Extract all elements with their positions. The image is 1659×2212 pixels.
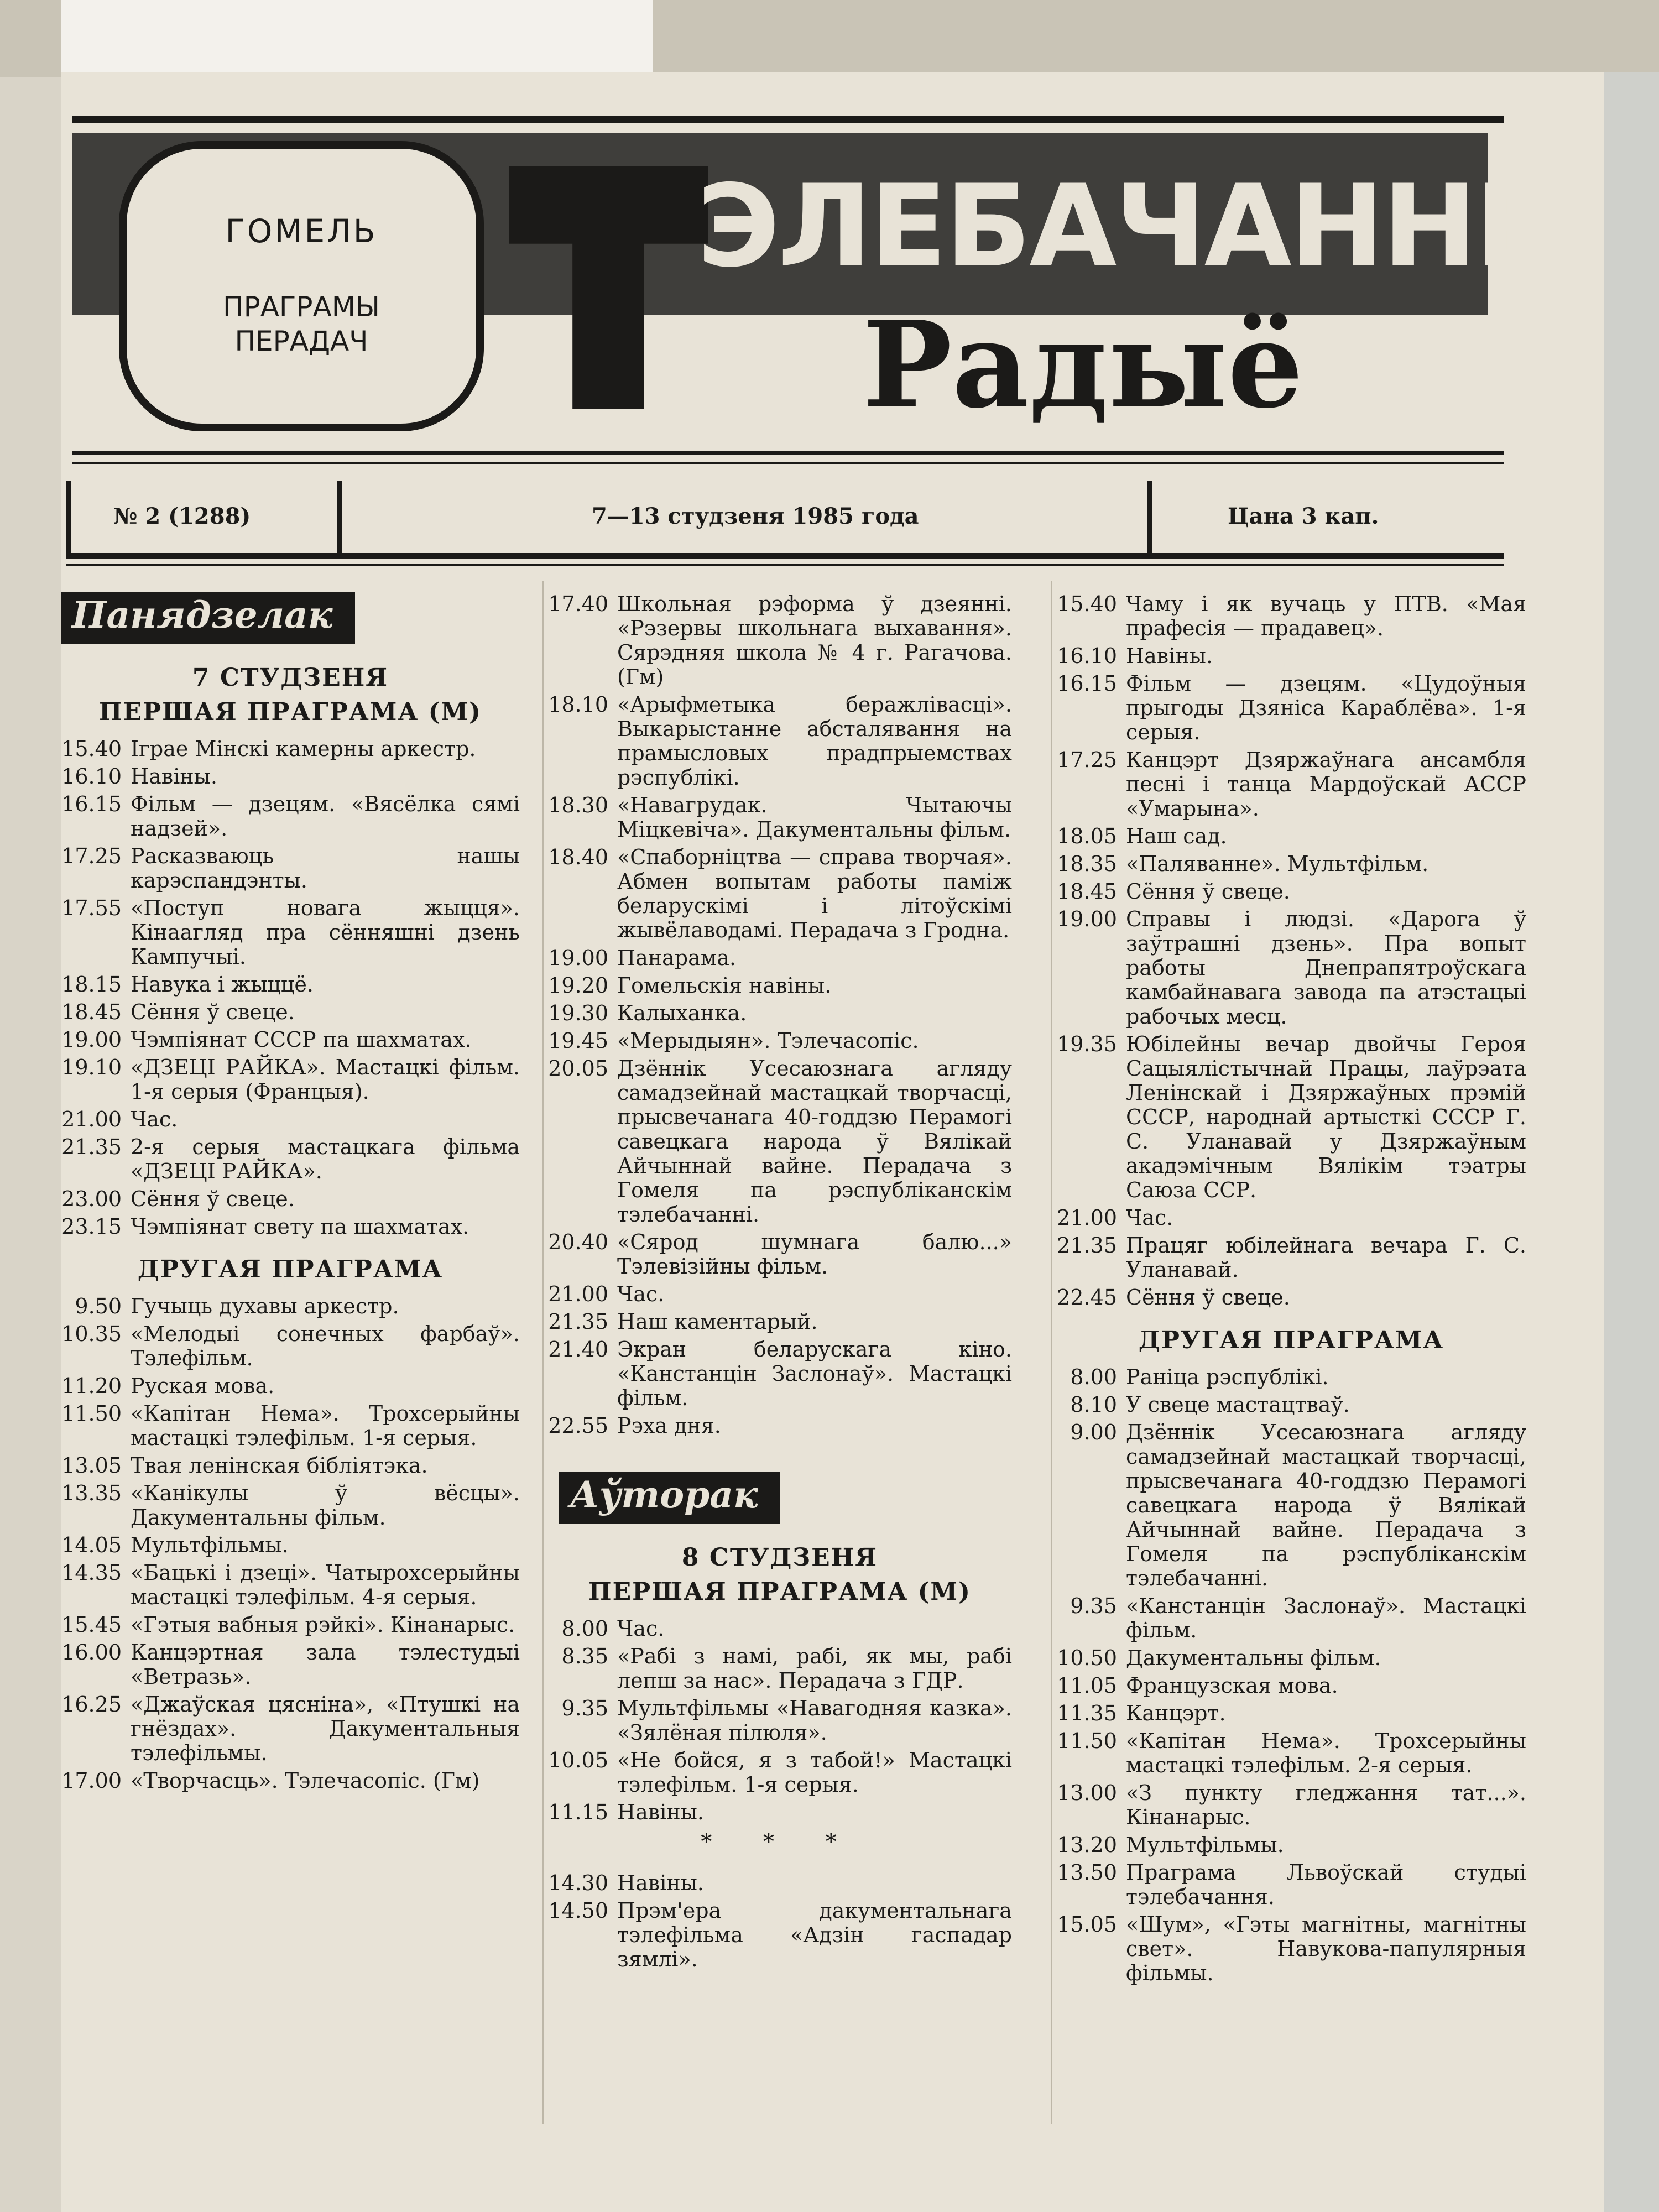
schedule-text: Сёння ў свеце. [1126, 1285, 1290, 1310]
schedule-list [1056, 1365, 1526, 1985]
schedule-text: Дакументальны фільм. [1126, 1646, 1381, 1670]
schedule-time: 17.40 [548, 592, 608, 616]
schedule-entry [61, 1187, 520, 1211]
schedule-entry [547, 592, 1012, 689]
schedule-entry [547, 1282, 1012, 1306]
masthead-bottom-rule-thin [72, 462, 1504, 464]
schedule-entry [61, 1214, 520, 1239]
schedule-text: Навіны. [617, 1871, 704, 1895]
schedule-entry [61, 1322, 520, 1370]
masthead-subtitle-line2: ПЕРАДАЧ [234, 325, 368, 357]
schedule-entry [1056, 907, 1526, 1029]
schedule-text: Французская мова. [1126, 1673, 1338, 1698]
schedule-list [547, 1616, 1012, 1824]
schedule-text: Наш сад. [1126, 824, 1227, 848]
schedule-text: Справы і людзі. «Дарога ў заўтрашні дзень». Пра вопыт работы Днепрапятроўскага камбайнавага завода па атэстацыі рабочых месц. [1126, 907, 1526, 1029]
schedule-entry [61, 737, 520, 761]
schedule-time: 15.40 [1057, 592, 1117, 616]
schedule-list [61, 737, 520, 1239]
masthead-title-radio: Радыё [863, 295, 1303, 435]
schedule-text: «Шум», «Гэты магнітны, магнітны свет». Навукова-папулярныя фільмы. [1126, 1912, 1526, 1985]
schedule-time: 13.20 [1057, 1833, 1117, 1857]
schedule-time: 14.05 [61, 1533, 122, 1557]
schedule-time: 23.00 [61, 1187, 122, 1211]
schedule-time: 18.30 [548, 793, 608, 817]
schedule-time: 13.35 [61, 1481, 122, 1505]
schedule-text: Дзённік Усесаюзнага агляду самадзейнай мастацкай творчасці, прысвечанага 40-годдзю Перамогі савецкага народа ў Вялікай Айчыннай вайне. Перадача з Гомеля па рэспубліканскім тэлебачанні. [617, 1056, 1012, 1227]
schedule-entry [1056, 1646, 1526, 1670]
schedule-time: 14.35 [61, 1561, 122, 1585]
schedule-entry [547, 1029, 1012, 1053]
schedule-time: 21.35 [61, 1135, 122, 1159]
schedule-entry [1056, 1701, 1526, 1725]
schedule-text: «ДЗЕЦІ РАЙКА». Мастацкі фільм. 1-я серыя (Францыя). [131, 1055, 520, 1104]
schedule-time: 8.10 [1070, 1392, 1117, 1417]
schedule-time: 16.00 [61, 1640, 122, 1665]
schedule-text: Наш каментарый. [617, 1310, 818, 1334]
schedule-text: «Спаборніцтва — справа творчая». Абмен вопытам работы паміж беларускімі і літоўскімі жывёлаводамі. Перадача з Гродна. [617, 845, 1012, 942]
schedule-time: 21.35 [1057, 1233, 1117, 1258]
schedule-entry [1056, 1673, 1526, 1698]
schedule-time: 21.00 [61, 1107, 122, 1131]
schedule-entry [61, 1374, 520, 1398]
schedule-entry [61, 1692, 520, 1765]
schedule-text: Мультфільмы. [131, 1533, 289, 1557]
schedule-entry [547, 1310, 1012, 1334]
issue-dates: 7—13 студзеня 1985 года [592, 503, 919, 529]
schedule-entry [547, 793, 1012, 842]
schedule-text: Сёння ў свеце. [1126, 879, 1290, 904]
schedule-entry [61, 1613, 520, 1637]
schedule-time: 22.55 [548, 1413, 608, 1438]
strip-rule [66, 553, 1504, 559]
schedule-text: «Мерыдыян». Тэлечасопіс. [617, 1029, 919, 1053]
schedule-time: 13.00 [1057, 1781, 1117, 1805]
schedule-text: Панарама. [617, 946, 737, 970]
schedule-entry [1056, 1860, 1526, 1909]
schedule-text: Мультфільмы. [1126, 1833, 1284, 1857]
schedule-text: Мультфільмы «Навагодняя казка». «Зялёная пілюля». [617, 1696, 1012, 1745]
schedule-list [547, 1871, 1012, 1971]
schedule-text: Час. [131, 1107, 178, 1131]
schedule-entry [1056, 1206, 1526, 1230]
schedule-entry [1056, 1594, 1526, 1642]
schedule-text: Навука і жыццё. [131, 972, 314, 997]
schedule-time: 21.00 [548, 1282, 608, 1306]
schedule-text: «Сярод шумнага балю...» Тэлевізійны фільм. [617, 1230, 1012, 1279]
schedule-entry [1056, 824, 1526, 848]
schedule-text: Час. [617, 1282, 665, 1306]
schedule-time: 17.25 [1057, 748, 1117, 772]
masthead-city: ГОМЕЛЬ [225, 212, 378, 250]
schedule-time: 15.40 [61, 737, 122, 761]
schedule-text: «Навагрудак. Чытаючы Міцкевіча». Дакументальны фільм. [617, 793, 1012, 842]
strip-separator [1147, 481, 1152, 553]
section-divider-stars: * * * [701, 1829, 859, 1855]
tv-screen-logo [119, 141, 484, 431]
schedule-text: «Творчасць». Тэлечасопіс. (Гм) [131, 1768, 480, 1793]
schedule-text: Рэха дня. [617, 1413, 721, 1438]
schedule-list [1056, 592, 1526, 1310]
schedule-text: Навіны. [617, 1800, 704, 1824]
schedule-time: 15.05 [1057, 1912, 1117, 1937]
issue-number: № 2 (1288) [113, 503, 251, 529]
schedule-time: 9.00 [1070, 1420, 1117, 1444]
schedule-entry [61, 896, 520, 969]
schedule-text: Час. [1126, 1206, 1173, 1230]
schedule-entry [547, 1230, 1012, 1279]
schedule-entry [547, 1748, 1012, 1797]
schedule-time: 17.25 [61, 844, 122, 868]
schedule-text: Чаму і як вучаць у ПТВ. «Мая прафесія — прадавец». [1126, 592, 1526, 640]
desk-edge [1604, 72, 1659, 2212]
schedule-entry [1056, 1420, 1526, 1590]
schedule-entry [547, 1413, 1012, 1438]
schedule-time: 19.00 [1057, 907, 1117, 931]
schedule-entry [61, 844, 520, 893]
schedule-text: Гучыць духавы аркестр. [131, 1294, 399, 1318]
schedule-text: «Капітан Нема». Трохсерыйны мастацкі тэлефільм. 2-я серыя. [1126, 1729, 1526, 1777]
schedule-entry [547, 1696, 1012, 1745]
schedule-entry [1056, 644, 1526, 668]
masthead-subtitle-line1: ПРАГРАМЫ [222, 291, 380, 323]
schedule-entry [1056, 1912, 1526, 1985]
schedule-text: Праграма Львоўскай студыі тэлебачання. [1126, 1860, 1526, 1909]
schedule-time: 11.50 [61, 1401, 122, 1426]
schedule-text: «Рабі з намі, рабі, як мы, рабі лепш за нас». Перадача з ГДР. [617, 1644, 1012, 1693]
schedule-text: Навіны. [131, 764, 217, 789]
masthead-title-tv: ЭЛЕБАЧАННЕ [697, 161, 1551, 293]
schedule-text: Калыханка. [617, 1001, 747, 1025]
schedule-entry [61, 1453, 520, 1478]
schedule-text: Прэм'ера дакументальнага тэлефільма «Адзін гаспадар зямлі». [617, 1898, 1012, 1971]
schedule-time: 19.35 [1057, 1032, 1117, 1056]
schedule-text: Расказваюць нашы карэспандэнты. [131, 844, 520, 893]
schedule-text: «Поступ новага жыцця». Кінаагляд пра сённяшні дзень Кампучыі. [131, 896, 520, 969]
schedule-entry [61, 972, 520, 997]
schedule-text: Юбілейны вечар двойчы Героя Сацыялістычнай Працы, лаўрэата Ленінскай і Дзяржаўных прэмій СССР, народнай артысткі СССР Г. С. Уланавай у Дзяржаўным акадэмічным Вялікім тэатры Саюза ССР. [1126, 1032, 1526, 1202]
column-separator [542, 581, 544, 2124]
schedule-time: 10.05 [548, 1748, 608, 1772]
schedule-time: 9.35 [1070, 1594, 1117, 1618]
schedule-time: 21.40 [548, 1337, 608, 1361]
schedule-text: Гомельскія навіны. [617, 973, 832, 998]
schedule-list [547, 592, 1012, 1438]
day-heading-tuesday: Аўторак [559, 1472, 780, 1524]
schedule-entry [61, 792, 520, 841]
schedule-entry [1056, 1365, 1526, 1389]
schedule-time: 16.15 [1057, 671, 1117, 696]
schedule-entry [547, 1337, 1012, 1410]
schedule-entry [1056, 852, 1526, 876]
schedule-entry [547, 1800, 1012, 1824]
schedule-entry [61, 1561, 520, 1609]
schedule-time: 18.35 [1057, 852, 1117, 876]
schedule-text: Раніца рэспублікі. [1126, 1365, 1329, 1389]
schedule-time: 9.50 [75, 1294, 122, 1318]
schedule-entry [547, 1898, 1012, 1971]
schedule-time: 22.45 [1057, 1285, 1117, 1310]
schedule-text: Чэмпіянат свету па шахматах. [131, 1214, 469, 1239]
schedule-time: 13.50 [1057, 1860, 1117, 1885]
schedule-entry [61, 1135, 520, 1183]
schedule-entry [547, 973, 1012, 998]
schedule-text: Сёння ў свеце. [131, 1187, 295, 1211]
schedule-time: 13.05 [61, 1453, 122, 1478]
schedule-text: «Не бойся, я з табой!» Мастацкі тэлефільм. 1-я серыя. [617, 1748, 1012, 1797]
schedule-time: 18.15 [61, 972, 122, 997]
schedule-time: 20.40 [548, 1230, 608, 1254]
column-1 [61, 592, 520, 1796]
masthead-bottom-rule [72, 451, 1504, 455]
schedule-text: Сёння ў свеце. [131, 1000, 295, 1024]
schedule-text: Навіны. [1126, 644, 1213, 668]
schedule-text: Твая ленінская бібліятэка. [131, 1453, 428, 1478]
schedule-text: Працяг юбілейнага вечара Г. С. Уланавай. [1126, 1233, 1526, 1282]
schedule-entry [547, 1616, 1012, 1641]
schedule-time: 19.10 [61, 1055, 122, 1079]
column-3 [1056, 592, 1526, 1989]
schedule-time: 8.35 [561, 1644, 608, 1668]
schedule-time: 17.00 [61, 1768, 122, 1793]
schedule-text: Канцэрт. [1126, 1701, 1226, 1725]
schedule-text: «Капітан Нема». Трохсерыйны мастацкі тэлефільм. 1-я серыя. [131, 1401, 520, 1450]
program-heading: ПЕРШАЯ ПРАГРАМА (М) [99, 698, 482, 726]
schedule-entry [1056, 1285, 1526, 1310]
strip-rule-thin [66, 564, 1504, 566]
schedule-list [61, 1294, 520, 1793]
date-heading: 7 СТУДЗЕНЯ [192, 664, 389, 692]
paper-sheet-behind [61, 0, 653, 77]
schedule-time: 18.40 [548, 845, 608, 869]
schedule-time: 8.00 [1070, 1365, 1117, 1389]
schedule-entry [61, 1107, 520, 1131]
schedule-text: Дзённік Усесаюзнага агляду самадзейнай мастацкай творчасці, прысвечанага 40-годдзю Перамогі савецкага народа ў Вялікай Айчыннай вайне. Перадача з Гомеля па рэспубліканскім тэлебачанні. [1126, 1420, 1526, 1590]
program-heading: ДРУГАЯ ПРАГРАМА [1138, 1326, 1444, 1354]
schedule-time: 11.05 [1057, 1673, 1117, 1698]
schedule-text: Фільм — дзецям. «Вясёлка сямі надзей». [131, 792, 520, 841]
schedule-entry [547, 946, 1012, 970]
schedule-entry [1056, 671, 1526, 744]
schedule-entry [547, 845, 1012, 942]
date-heading: 8 СТУДЗЕНЯ [681, 1543, 878, 1572]
schedule-text: Экран беларускага кіно. «Канстанцін Заслонаў». Мастацкі фільм. [617, 1337, 1012, 1410]
schedule-time: 15.45 [61, 1613, 122, 1637]
schedule-entry [61, 764, 520, 789]
schedule-entry [1056, 592, 1526, 640]
schedule-text: Руская мова. [131, 1374, 275, 1398]
schedule-entry [61, 1640, 520, 1689]
schedule-entry [1056, 1833, 1526, 1857]
schedule-time: 18.45 [61, 1000, 122, 1024]
masthead-subtitle [127, 290, 476, 358]
schedule-entry [1056, 879, 1526, 904]
schedule-time: 21.00 [1057, 1206, 1117, 1230]
schedule-text: Час. [617, 1616, 665, 1641]
schedule-text: «Канікулы ў вёсцы». Дакументальны фільм. [131, 1481, 520, 1530]
schedule-entry [1056, 1729, 1526, 1777]
program-heading: ПЕРШАЯ ПРАГРАМА (М) [588, 1578, 971, 1606]
schedule-entry [61, 1000, 520, 1024]
schedule-time: 23.15 [61, 1214, 122, 1239]
schedule-text: Канцэртная зала тэлестудыі «Ветразь». [131, 1640, 520, 1689]
schedule-entry [1056, 748, 1526, 821]
schedule-text: 2-я серыя мастацкага фільма «ДЗЕЦІ РАЙКА». [131, 1135, 520, 1183]
schedule-text: «Гэтыя вабныя рэйкі». Кінанарыс. [131, 1613, 515, 1637]
schedule-entry [547, 1644, 1012, 1693]
strip-separator [337, 481, 342, 553]
schedule-time: 14.30 [548, 1871, 608, 1895]
schedule-time: 16.10 [1057, 644, 1117, 668]
program-heading: ДРУГАЯ ПРАГРАМА [137, 1255, 444, 1284]
schedule-time: 19.30 [548, 1001, 608, 1025]
spacer [547, 1441, 1012, 1472]
schedule-time: 10.35 [61, 1322, 122, 1346]
schedule-text: «Джаўская цясніна», «Птушкі на гнёздах». Дакументальныя тэлефільмы. [131, 1692, 520, 1765]
schedule-time: 19.00 [61, 1027, 122, 1052]
issue-info-strip [66, 481, 1504, 553]
schedule-entry [547, 692, 1012, 790]
schedule-text: Канцэрт Дзяржаўнага ансамбля песні і танца Мардоўскай АССР «Умарына». [1126, 748, 1526, 821]
schedule-entry [61, 1055, 520, 1104]
masthead-top-rule [72, 116, 1504, 123]
schedule-entry [61, 1401, 520, 1450]
schedule-time: 8.00 [561, 1616, 608, 1641]
schedule-time: 9.35 [561, 1696, 608, 1720]
schedule-entry [1056, 1032, 1526, 1202]
schedule-time: 11.35 [1057, 1701, 1117, 1725]
schedule-time: 20.05 [548, 1056, 608, 1081]
schedule-text: Фільм — дзецям. «Цудоўныя прыгоды Дзяніса Караблёва». 1-я серыя. [1126, 671, 1526, 744]
day-heading-monday: Панядзелак [61, 592, 355, 644]
column-separator [1051, 581, 1052, 2124]
schedule-time: 16.10 [61, 764, 122, 789]
schedule-time: 16.25 [61, 1692, 122, 1717]
schedule-entry [547, 1871, 1012, 1895]
schedule-entry [1056, 1233, 1526, 1282]
schedule-entry [1056, 1392, 1526, 1417]
schedule-time: 11.15 [548, 1800, 608, 1824]
schedule-text: «Канстанцін Заслонаў». Мастацкі фільм. [1126, 1594, 1526, 1642]
schedule-time: 18.05 [1057, 824, 1117, 848]
issue-price: Цана 3 кап. [1228, 503, 1379, 529]
schedule-time: 17.55 [61, 896, 122, 920]
schedule-text: Іграе Мінскі камерны аркестр. [131, 737, 476, 761]
schedule-text: У свеце мастацтваў. [1126, 1392, 1350, 1417]
schedule-text: Школьная рэформа ў дзеянні. «Рэзервы школьнага выхавання». Сярэдняя школа № 4 г. Рагачова. (Гм) [617, 592, 1012, 689]
schedule-time: 10.50 [1057, 1646, 1117, 1670]
schedule-text: «Бацькі і дзеці». Чатырохсерыйны мастацкі тэлефільм. 4-я серыя. [131, 1561, 520, 1609]
schedule-entry [61, 1768, 520, 1793]
schedule-time: 11.50 [1057, 1729, 1117, 1753]
schedule-text: «З пункту гледжання тат...». Кінанарыс. [1126, 1781, 1526, 1829]
schedule-time: 19.00 [548, 946, 608, 970]
schedule-entry [61, 1027, 520, 1052]
schedule-entry [547, 1001, 1012, 1025]
schedule-entry [61, 1294, 520, 1318]
schedule-time: 19.45 [548, 1029, 608, 1053]
schedule-text: «Паляванне». Мультфільм. [1126, 852, 1429, 876]
schedule-entry [547, 1056, 1012, 1227]
schedule-time: 18.10 [548, 692, 608, 717]
schedule-time: 18.45 [1057, 879, 1117, 904]
schedule-text: «Мелодыі сонечных фарбаў». Тэлефільм. [131, 1322, 520, 1370]
schedule-entry [61, 1533, 520, 1557]
schedule-time: 19.20 [548, 973, 608, 998]
schedule-entry [1056, 1781, 1526, 1829]
schedule-time: 21.35 [548, 1310, 608, 1334]
schedule-time: 16.15 [61, 792, 122, 816]
schedule-text: «Арыфметыка беражлівасці». Выкарыстанне абсталявання на прамысловых прадпрыемствах рэспублікі. [617, 692, 1012, 790]
schedule-time: 14.50 [548, 1898, 608, 1923]
schedule-time: 11.20 [61, 1374, 122, 1398]
schedule-text: Чэмпіянат СССР па шахматах. [131, 1027, 472, 1052]
column-2 [547, 592, 1012, 1975]
strip-separator [66, 481, 71, 553]
schedule-entry [61, 1481, 520, 1530]
